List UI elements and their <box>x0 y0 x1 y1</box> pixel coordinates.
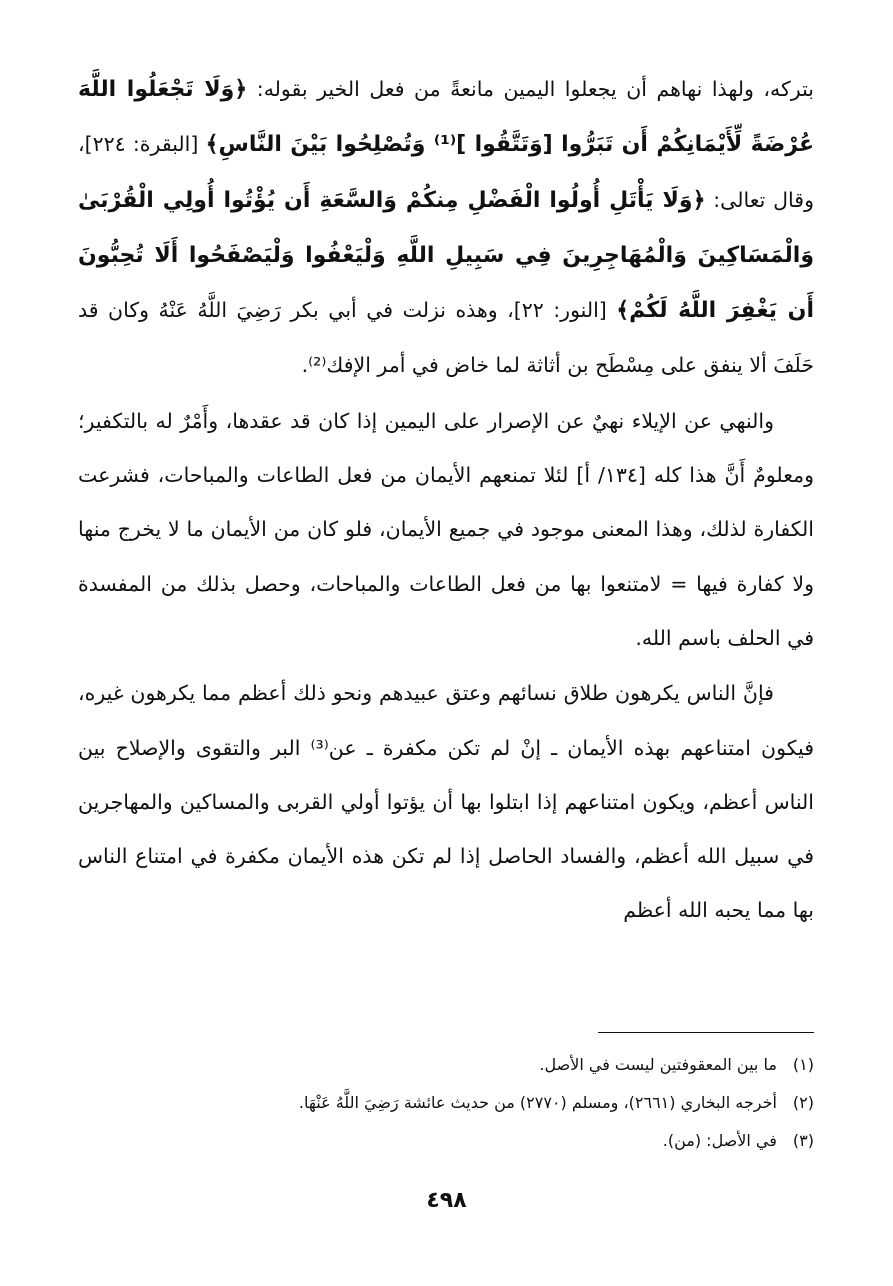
paragraph-2 <box>78 394 814 665</box>
page-number: ٤٩٨ <box>426 1188 467 1213</box>
paragraph-1 <box>78 62 814 393</box>
footnote-number: (٣) <box>792 1131 814 1150</box>
footnote-text: أخرجه البخاري (٢٦٦١)، ومسلم (٢٧٧٠) من حديث عائشة رَضِيَ اللَّهُ عَنْهَا. <box>298 1093 777 1112</box>
footnotes <box>78 1046 814 1160</box>
footnote-text: في الأصل: (من). <box>662 1131 777 1150</box>
page-body <box>78 62 814 938</box>
text-segment: [النور: ٢٢]، وهذه نزلت في أبي بكر رَضِيَ اللَّهُ عَنْهُ وكان قد حَلَفَ ألا ينفق على مِسْطَح بن أثاثة لما خاض في أمر الإفك⁽²⁾. <box>78 298 814 378</box>
footnote-number: (٢) <box>792 1093 814 1112</box>
text-segment: [البقرة: ٢٢٤]، وقال تعالى: <box>78 132 814 212</box>
footnote-text: ما بين المعقوفتين ليست في الأصل. <box>539 1055 777 1074</box>
text-segment: والنهي عن الإيلاء نهيٌ عن الإصرار على اليمين إذا كان قد عقدها، وأَمْرٌ له بالتكفير؛ ومعلومٌ أَنَّ هذا كله [١٣٤/ أ] لئلا تمنعهم الأيمان من فعل الطاعات والمباحات، فشرعت الكفارة لذلك، وهذا المعنى موجود في جميع الأيمان، فلو كان من الأيمان ما لا يخرج منها ولا كفارة فيها = لامتنعوا بها من فعل الطاعات والمباحات، وحصل بذلك من المفسدة في الحلف باسم الله. <box>78 408 814 650</box>
quran-verse-nur-22: ﴿وَلَا يَأْتَلِ أُولُوا الْفَضْلِ مِنكُمْ وَالسَّعَةِ أَن يُؤْتُوا أُولِي الْقُرْبَىٰ وَالْمَسَاكِينَ وَالْمُهَاجِرِينَ فِي سَبِيلِ اللَّهِ وَلْيَعْفُوا وَلْيَصْفَحُوا أَلَا تُحِبُّونَ أَن يَغْفِرَ اللَّهُ لَكُمْ﴾ <box>78 187 814 324</box>
text-segment: بتركه، ولهذا نهاهم أن يجعلوا اليمين مانعةً من فعل الخير بقوله: <box>247 77 815 101</box>
footnote-2 <box>78 1084 814 1122</box>
text-segment: فإنَّ الناس يكرهون طلاق نسائهم وعتق عبيدهم ونحو ذلك أعظم مما يكرهون غيره، فيكون امتناعهم بهذه الأيمان ـ إنْ لم تكن مكفرة ـ عن⁽³⁾ البر والتقوى والإصلاح بين الناس أعظم، ويكون امتناعهم إذا ابتلوا بها أن يؤتوا أولي القربى والمساكين والمهاجرين في سبيل الله أعظم، والفساد الحاصل إذا لم تكن هذه الأيمان مكفرة في امتناع الناس بها مما يحبه الله أعظم <box>78 681 814 923</box>
footnote-separator <box>598 1032 814 1033</box>
footnote-3 <box>78 1122 814 1160</box>
footnote-1 <box>78 1046 814 1084</box>
paragraph-3 <box>78 666 814 937</box>
quran-verse-baqarah-224: ﴿وَلَا تَجْعَلُوا اللَّهَ عُرْضَةً لِّأَيْمَانِكُمْ أَن تَبَرُّوا [وَتَتَّقُوا ]⁽¹⁾ وَتُصْلِحُوا بَيْنَ النَّاسِ﴾ <box>78 77 814 158</box>
footnote-number: (١) <box>792 1055 814 1074</box>
